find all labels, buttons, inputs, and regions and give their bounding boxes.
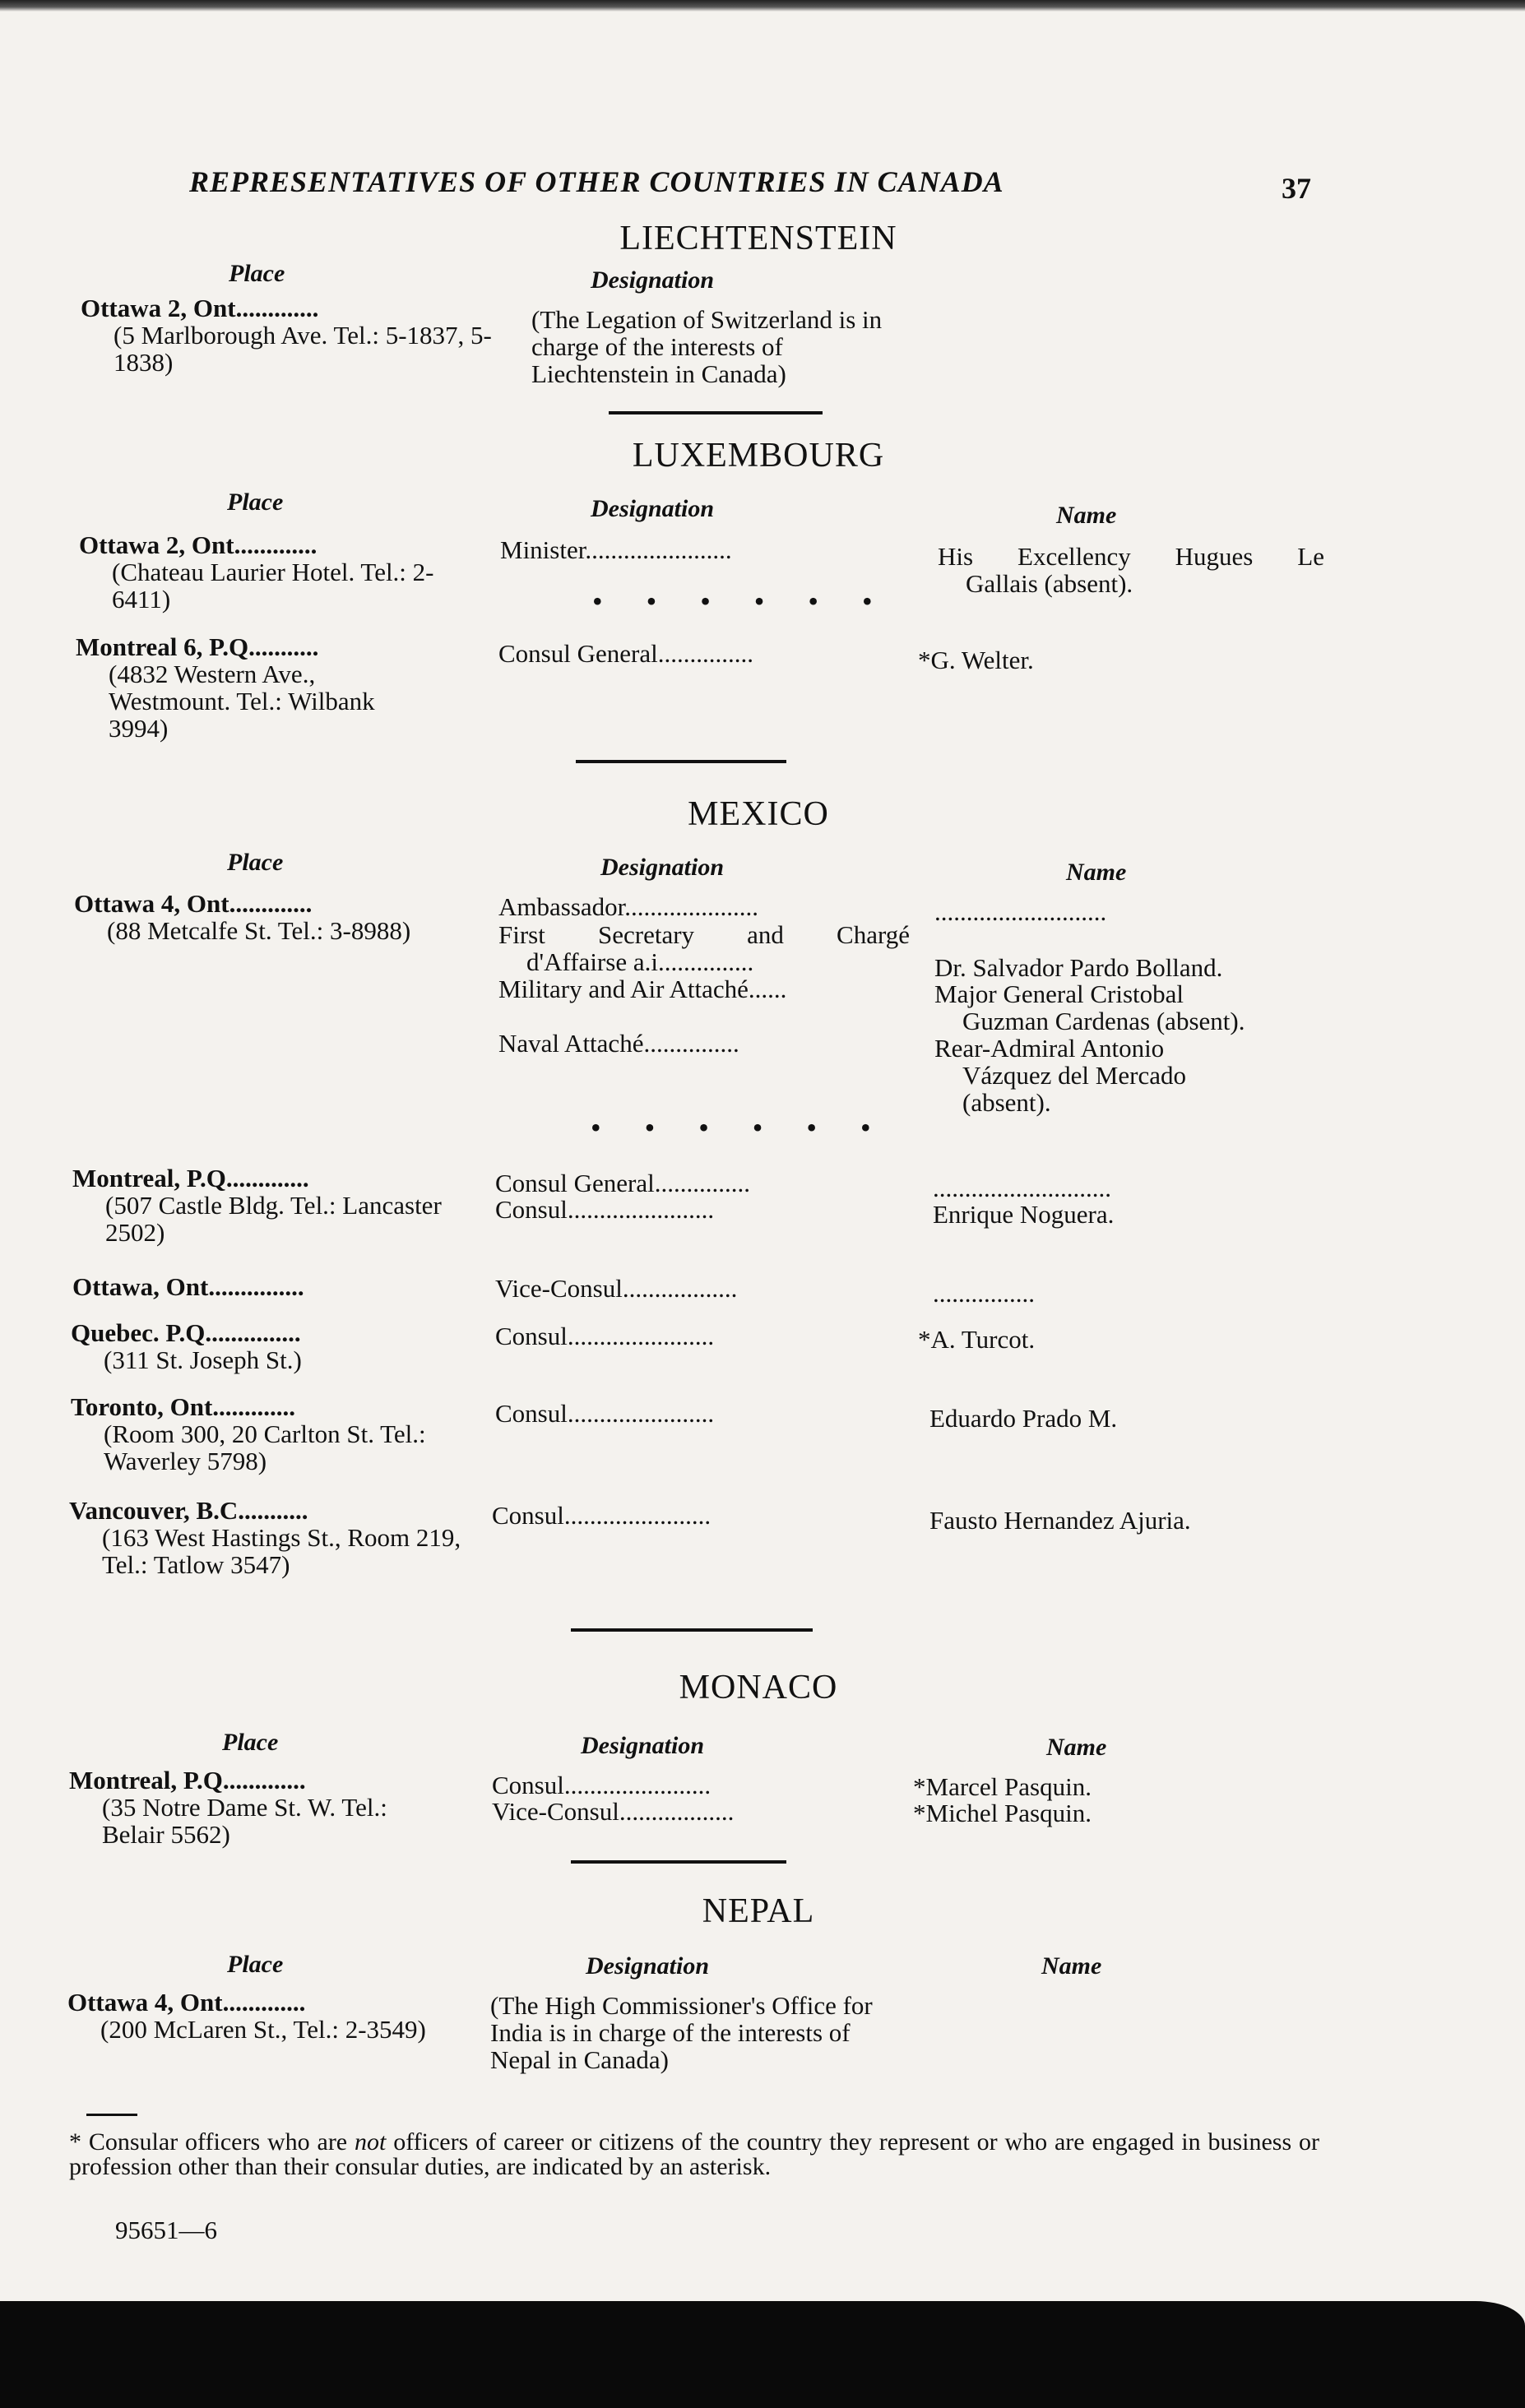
- footnote-text: officers of career or citizens of the country they represent or who are engaged in business or profession other than their consular duties, are indicated by an asterisk.: [69, 2128, 1319, 2180]
- place-entry: [74, 890, 543, 944]
- footnote-rule: [86, 2114, 137, 2116]
- name-line: Guzman Cardenas (absent).: [962, 1007, 1245, 1035]
- print-code: 95651—6: [115, 2216, 217, 2244]
- representative-name: ...........................: [934, 897, 1107, 926]
- separator-dots: • • • • • •: [592, 585, 891, 618]
- column-header-place: Place: [227, 1951, 284, 1978]
- place-address: (88 Metcalfe St. Tel.: 3-8988): [107, 916, 411, 945]
- scan-bottom-edge: [0, 2301, 1525, 2408]
- designation: Vice-Consul..................: [495, 1274, 738, 1303]
- place-address: (163 West Hastings St., Room 219, Tel.: Tatlow 3547): [102, 1523, 461, 1579]
- name-line: Rear-Admiral Antonio: [934, 1034, 1165, 1063]
- name-line: (absent).: [962, 1088, 1051, 1117]
- representative-name: *A. Turcot.: [918, 1325, 1036, 1354]
- designation: Minister.......................: [500, 535, 732, 564]
- designation-line: d'Affairse a.i...............: [526, 947, 754, 976]
- place-entry: [81, 294, 549, 376]
- section-divider: [576, 760, 786, 763]
- place-name: Vancouver, B.C...........: [69, 1496, 308, 1525]
- place-address: (Chateau Laurier Hotel. Tel.: 2-6411): [112, 558, 434, 614]
- column-header-name: Name: [1046, 1734, 1107, 1761]
- place-name: Ottawa 2, Ont.............: [81, 294, 319, 322]
- representative-name: *Marcel Pasquin.: [913, 1772, 1092, 1801]
- footnote: [69, 2130, 1319, 2179]
- name-line: His Excellency Hugues Le: [938, 542, 1324, 571]
- column-header-designation: Designation: [600, 854, 725, 881]
- representative-name: Dr. Salvador Pardo Bolland.: [934, 953, 1223, 982]
- place-entry: [79, 531, 548, 613]
- country-title: MEXICO: [688, 795, 829, 833]
- place-entry: [71, 1393, 540, 1475]
- designation: Vice-Consul..................: [492, 1797, 735, 1826]
- column-header-designation: Designation: [591, 266, 715, 294]
- designation: Consul.......................: [495, 1399, 715, 1428]
- designation: [498, 921, 910, 975]
- column-header-place: Place: [229, 260, 285, 287]
- place-name: Toronto, Ont.............: [71, 1392, 296, 1421]
- designation-note: (The High Commissioner's Office for India is in charge of the interests of Nepal in Canada): [490, 1991, 873, 2074]
- name-line: Major General Cristobal: [934, 979, 1184, 1008]
- place-name: Montreal 6, P.Q...........: [76, 632, 319, 661]
- footnote-text: * Consular officers who are: [69, 2128, 355, 2156]
- place-address: (Room 300, 20 Carlton St. Tel.: Waverley 5798): [104, 1419, 426, 1475]
- designation-line: First Secretary and Chargé: [498, 920, 910, 949]
- country-title: LUXEMBOURG: [632, 437, 885, 475]
- page-number: 37: [1282, 172, 1311, 205]
- place-entry: [69, 1767, 538, 1848]
- designation-note: (The Legation of Switzerland is in charge of the interests of Liechtenstein in Canada): [531, 305, 883, 388]
- place-address: (35 Notre Dame St. W. Tel.: Belair 5562): [102, 1793, 387, 1849]
- column-header-place: Place: [227, 489, 284, 516]
- place-address: (507 Castle Bldg. Tel.: Lancaster 2502): [105, 1191, 442, 1247]
- representative-name: Eduardo Prado M.: [929, 1404, 1118, 1433]
- designation: Consul.......................: [495, 1322, 715, 1350]
- column-header-name: Name: [1056, 502, 1117, 529]
- place-entry: [67, 1989, 536, 2043]
- top-edge-shadow: [0, 0, 1525, 12]
- column-header-name: Name: [1041, 1952, 1102, 1980]
- place-name: Ottawa 4, Ont.............: [74, 889, 313, 918]
- column-header-name: Name: [1066, 859, 1127, 886]
- designation: Consul.......................: [495, 1195, 715, 1224]
- country-title: NEPAL: [702, 1892, 815, 1930]
- section-divider: [571, 1628, 813, 1632]
- place-name: Ottawa 4, Ont.............: [67, 1988, 306, 2017]
- place-address: (5 Marlborough Ave. Tel.: 5-1837, 5-1838): [114, 321, 492, 377]
- representative-name: [934, 1035, 1329, 1116]
- designation: Consul.......................: [492, 1501, 712, 1530]
- place-address: (200 McLaren St., Tel.: 2-3549): [100, 2015, 426, 2044]
- place-address: (4832 Western Ave., Westmount. Tel.: Wilbank 3994): [109, 660, 375, 743]
- place-name: Montreal, P.Q.............: [69, 1766, 306, 1794]
- section-divider: [571, 1860, 786, 1864]
- section-divider: [609, 411, 823, 414]
- designation: Consul General...............: [495, 1169, 750, 1197]
- place-name: Quebec. P.Q...............: [71, 1318, 301, 1347]
- representative-name: ................: [933, 1279, 1035, 1308]
- place-entry: [72, 1165, 541, 1246]
- column-header-designation: Designation: [591, 495, 715, 522]
- designation: Naval Attaché...............: [498, 1029, 739, 1058]
- representative-name: *Michel Pasquin.: [913, 1799, 1092, 1827]
- place-name: Ottawa 2, Ont.............: [79, 530, 318, 559]
- footnote-emphasis: not: [355, 2128, 387, 2156]
- representative-name: [938, 543, 1324, 597]
- representative-name: [934, 980, 1329, 1035]
- column-header-place: Place: [227, 849, 284, 876]
- column-header-designation: Designation: [581, 1732, 705, 1759]
- designation: Consul.......................: [492, 1771, 712, 1799]
- place-name: Montreal, P.Q.............: [72, 1164, 309, 1192]
- country-title: MONACO: [679, 1669, 838, 1706]
- designation: Military and Air Attaché......: [498, 975, 787, 1003]
- column-header-designation: Designation: [586, 1952, 710, 1980]
- name-line: Vázquez del Mercado: [962, 1061, 1186, 1090]
- place-entry: [76, 633, 545, 742]
- designation: Consul General...............: [498, 639, 753, 668]
- place-address: (311 St. Joseph St.): [104, 1345, 302, 1374]
- column-header-place: Place: [222, 1729, 279, 1756]
- place-entry: [69, 1497, 538, 1578]
- place-entry: [72, 1273, 541, 1300]
- name-line: Gallais (absent).: [966, 569, 1133, 598]
- designation: Ambassador.....................: [498, 892, 759, 921]
- representative-name: ............................: [933, 1174, 1111, 1202]
- representative-name: Enrique Noguera.: [933, 1200, 1115, 1229]
- country-title: LIECHTENSTEIN: [619, 220, 897, 257]
- place-entry: [71, 1319, 540, 1373]
- place-name: Ottawa, Ont...............: [72, 1272, 304, 1301]
- running-title: REPRESENTATIVES OF OTHER COUNTRIES IN CANADA: [189, 165, 1004, 198]
- separator-dots: • • • • • •: [591, 1111, 889, 1144]
- representative-name: *G. Welter.: [918, 646, 1034, 674]
- representative-name: Fausto Hernandez Ajuria.: [929, 1506, 1191, 1535]
